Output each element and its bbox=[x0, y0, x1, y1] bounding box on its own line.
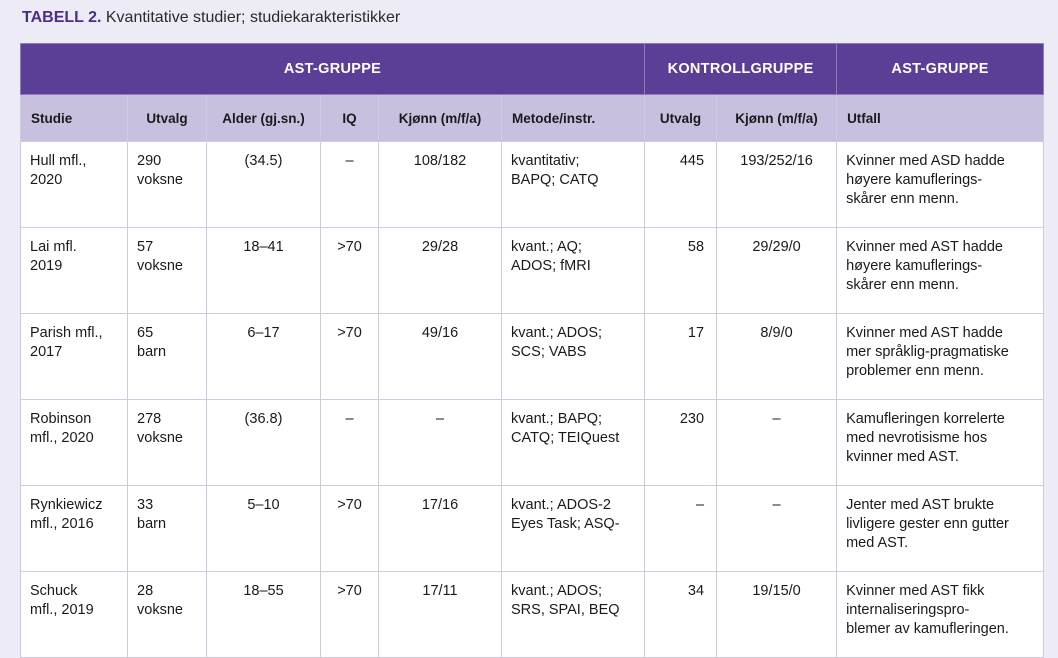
col-header-iq: IQ bbox=[321, 95, 379, 142]
cell-outcome-line: høyere kamuflerings- bbox=[846, 172, 983, 188]
cell-age: 5–10 bbox=[207, 486, 321, 572]
cell-outcome-line: livligere gester enn gutter bbox=[846, 516, 1009, 532]
cell-sample-line: 33 bbox=[137, 497, 154, 513]
cell-method-line: CATQ; TEIQuest bbox=[511, 430, 620, 446]
cell-age: (36.8) bbox=[207, 400, 321, 486]
table-row bbox=[21, 228, 1044, 314]
cell-sample-line: barn bbox=[137, 516, 167, 532]
cell-study-line: Hull mfl., bbox=[30, 153, 87, 169]
cell-control-sex: 19/15/0 bbox=[717, 572, 837, 658]
cell-study-line: 2019 bbox=[30, 258, 63, 274]
cell-study-line: 2017 bbox=[30, 344, 63, 360]
cell-study-line: 2020 bbox=[30, 172, 63, 188]
cell-study-line: mfl., 2019 bbox=[30, 602, 94, 618]
cell-study bbox=[21, 314, 128, 400]
cell-iq: >70 bbox=[321, 228, 379, 314]
cell-outcome-line: Jenter med AST brukte bbox=[846, 497, 995, 513]
group-header-ast: AST-GRUPPE bbox=[21, 44, 645, 95]
cell-outcome-line: Kvinner med AST hadde bbox=[846, 239, 1003, 255]
cell-sample-line: 57 bbox=[137, 239, 154, 255]
cell-study bbox=[21, 400, 128, 486]
cell-method-line: kvant.; ADOS; bbox=[511, 583, 603, 599]
cell-method bbox=[502, 228, 645, 314]
group-header-control: KONTROLLGRUPPE bbox=[645, 44, 837, 95]
cell-sample-line: 65 bbox=[137, 325, 154, 341]
col-header-age: Alder (gj.sn.) bbox=[207, 95, 321, 142]
cell-sex: 17/16 bbox=[379, 486, 502, 572]
cell-age: 6–17 bbox=[207, 314, 321, 400]
cell-outcome-line: problemer enn menn. bbox=[846, 363, 984, 379]
cell-outcome-line: blemer av kamufleringen. bbox=[846, 621, 1009, 637]
group-header-ast-outcome: AST-GRUPPE bbox=[837, 44, 1044, 95]
cell-age: 18–55 bbox=[207, 572, 321, 658]
cell-method-line: kvant.; AQ; bbox=[511, 239, 582, 255]
cell-outcome-line: Kvinner med AST hadde bbox=[846, 325, 1003, 341]
cell-control-sample: 17 bbox=[645, 314, 717, 400]
cell-sex: – bbox=[379, 400, 502, 486]
cell-age: (34.5) bbox=[207, 142, 321, 228]
cell-sample-line: 290 bbox=[137, 153, 162, 169]
cell-iq: – bbox=[321, 400, 379, 486]
cell-sex: 49/16 bbox=[379, 314, 502, 400]
cell-study bbox=[21, 228, 128, 314]
cell-outcome bbox=[837, 400, 1044, 486]
cell-outcome-line: Kvinner med AST fikk bbox=[846, 583, 985, 599]
cell-sample-line: 278 bbox=[137, 411, 162, 427]
cell-age: 18–41 bbox=[207, 228, 321, 314]
cell-control-sex: – bbox=[717, 486, 837, 572]
cell-study-line: Parish mfl., bbox=[30, 325, 103, 341]
cell-outcome bbox=[837, 572, 1044, 658]
cell-sample bbox=[128, 228, 207, 314]
table-row bbox=[21, 572, 1044, 658]
col-header-sex: Kjønn (m/f/a) bbox=[379, 95, 502, 142]
col-header-outcome: Utfall bbox=[837, 95, 1044, 142]
cell-method bbox=[502, 572, 645, 658]
cell-sample-line: voksne bbox=[137, 430, 183, 446]
cell-method-line: kvant.; ADOS-2 bbox=[511, 497, 611, 513]
cell-outcome-line: Kvinner med ASD hadde bbox=[846, 153, 1005, 169]
cell-outcome-line: mer språklig-pragmatiske bbox=[846, 344, 1009, 360]
cell-study bbox=[21, 142, 128, 228]
cell-outcome-line: Kamufleringen korrelerte bbox=[846, 411, 1005, 427]
cell-iq: >70 bbox=[321, 314, 379, 400]
cell-control-sex: 8/9/0 bbox=[717, 314, 837, 400]
cell-study-line: Schuck bbox=[30, 583, 78, 599]
col-header-control-sex: Kjønn (m/f/a) bbox=[717, 95, 837, 142]
cell-method-line: kvant.; BAPQ; bbox=[511, 411, 603, 427]
study-table bbox=[20, 43, 1044, 658]
cell-outcome-line: med AST. bbox=[846, 535, 909, 551]
cell-outcome-line: kvinner med AST. bbox=[846, 449, 959, 465]
col-header-method: Metode/instr. bbox=[502, 95, 645, 142]
cell-iq: – bbox=[321, 142, 379, 228]
cell-outcome bbox=[837, 228, 1044, 314]
cell-outcome-line: skårer enn menn. bbox=[846, 277, 959, 293]
cell-sample-line: barn bbox=[137, 344, 167, 360]
table-row bbox=[21, 142, 1044, 228]
col-header-control-sample: Utvalg bbox=[645, 95, 717, 142]
cell-sample-line: voksne bbox=[137, 602, 183, 618]
cell-sex: 29/28 bbox=[379, 228, 502, 314]
cell-sample bbox=[128, 314, 207, 400]
table-caption bbox=[22, 8, 400, 28]
cell-iq: >70 bbox=[321, 572, 379, 658]
cell-method-line: kvant.; ADOS; bbox=[511, 325, 603, 341]
cell-control-sex: 29/29/0 bbox=[717, 228, 837, 314]
cell-sample bbox=[128, 572, 207, 658]
cell-method-line: BAPQ; CATQ bbox=[511, 172, 599, 188]
col-header-study: Studie bbox=[21, 95, 128, 142]
cell-method-line: SCS; VABS bbox=[511, 344, 587, 360]
cell-outcome bbox=[837, 486, 1044, 572]
cell-study bbox=[21, 572, 128, 658]
cell-study-line: mfl., 2020 bbox=[30, 430, 94, 446]
cell-method bbox=[502, 314, 645, 400]
column-header-row bbox=[21, 95, 1044, 142]
table-title: Kvantitative studier; studiekarakteristikker bbox=[105, 9, 401, 26]
cell-outcome bbox=[837, 314, 1044, 400]
col-header-sample: Utvalg bbox=[128, 95, 207, 142]
cell-sample-line: voksne bbox=[137, 172, 183, 188]
cell-control-sex: – bbox=[717, 400, 837, 486]
cell-control-sex: 193/252/16 bbox=[717, 142, 837, 228]
cell-outcome-line: høyere kamuflerings- bbox=[846, 258, 983, 274]
cell-outcome-line: med nevrotisisme hos bbox=[846, 430, 988, 446]
cell-method-line: ADOS; fMRI bbox=[511, 258, 591, 274]
cell-control-sample: 445 bbox=[645, 142, 717, 228]
cell-control-sample: 34 bbox=[645, 572, 717, 658]
cell-method bbox=[502, 486, 645, 572]
cell-control-sample: 58 bbox=[645, 228, 717, 314]
group-header-row bbox=[21, 44, 1044, 95]
cell-study-line: mfl., 2016 bbox=[30, 516, 94, 532]
cell-method bbox=[502, 400, 645, 486]
cell-method bbox=[502, 142, 645, 228]
cell-sample bbox=[128, 486, 207, 572]
cell-control-sample: – bbox=[645, 486, 717, 572]
cell-study-line: Lai mfl. bbox=[30, 239, 77, 255]
cell-outcome-line: internaliseringspro- bbox=[846, 602, 970, 618]
table-body bbox=[21, 142, 1044, 658]
cell-outcome bbox=[837, 142, 1044, 228]
cell-control-sample: 230 bbox=[645, 400, 717, 486]
cell-iq: >70 bbox=[321, 486, 379, 572]
cell-study-line: Rynkiewicz bbox=[30, 497, 103, 513]
cell-outcome-line: skårer enn menn. bbox=[846, 191, 959, 207]
cell-sample-line: voksne bbox=[137, 258, 183, 274]
cell-study-line: Robinson bbox=[30, 411, 92, 427]
table-number: TABELL 2. bbox=[22, 9, 102, 26]
cell-sample bbox=[128, 142, 207, 228]
cell-method-line: kvantitativ; bbox=[511, 153, 580, 169]
cell-method-line: Eyes Task; ASQ- bbox=[511, 516, 620, 532]
cell-sex: 17/11 bbox=[379, 572, 502, 658]
cell-sex: 108/182 bbox=[379, 142, 502, 228]
cell-sample-line: 28 bbox=[137, 583, 154, 599]
table-row bbox=[21, 400, 1044, 486]
table-row bbox=[21, 486, 1044, 572]
table-row bbox=[21, 314, 1044, 400]
cell-study bbox=[21, 486, 128, 572]
cell-method-line: SRS, SPAI, BEQ bbox=[511, 602, 620, 618]
cell-sample bbox=[128, 400, 207, 486]
